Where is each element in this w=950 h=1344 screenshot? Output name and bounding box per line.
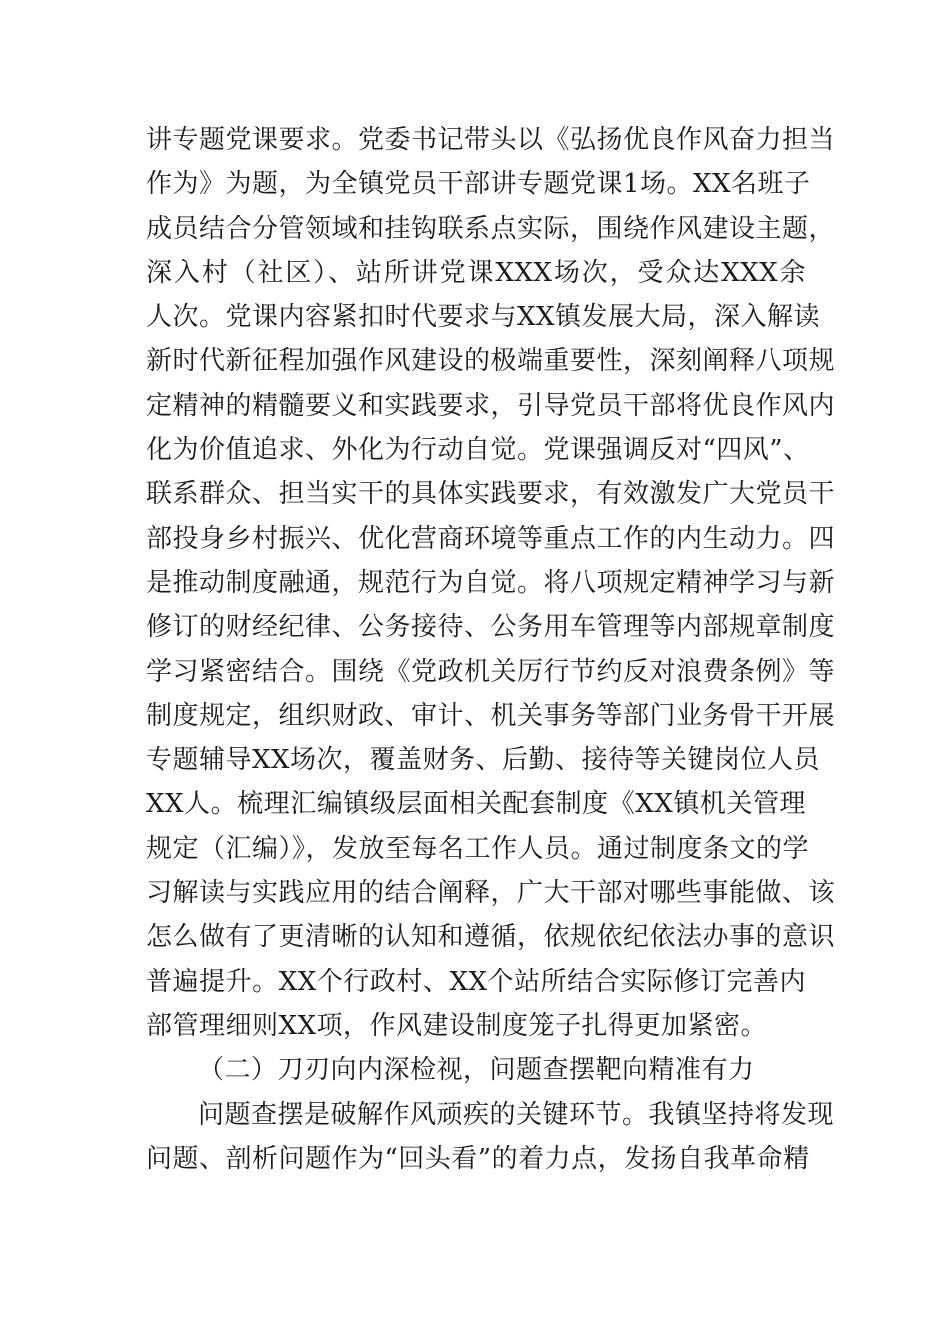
paragraph1-line-21: 部管理细则XX项，作风建设制度笼子扎得更加紧密。: [146, 1010, 768, 1041]
paragraph1-line-15: 专题辅导XX场次，覆盖财务、后勤、接待等关键岗位人员: [146, 745, 821, 776]
paragraph1-line-16: XX人。梳理汇编镇级层面相关配套制度《XX镇机关管理: [146, 789, 806, 820]
paragraph1-line-12: 修订的财经纪律、公务接待、公务用车管理等内部规章制度: [146, 612, 836, 643]
paragraph1-line-13: 学习紧密结合。围绕《党政机关厉行节约反对浪费条例》等: [146, 656, 836, 687]
paragraph1-line-11: 是推动制度融通，规范行为自觉。将八项规定精神学习与新: [146, 567, 836, 598]
paragraph1-line-14: 制度规定，组织财政、审计、机关事务等部门业务骨干开展: [146, 700, 836, 731]
paragraph1-line-6: 新时代新征程加强作风建设的极端重要性，深刻阐释八项规: [146, 346, 836, 377]
paragraph1-line-4: 深入村（社区）、站所讲党课XXX场次，受众达XXX余: [146, 257, 806, 288]
document-body: [146, 118, 836, 1181]
paragraph1-line-10: 部投身乡村振兴、优化营商环境等重点工作的内生动力。四: [146, 523, 836, 554]
paragraph2-line-1: 问题查摆是破解作风顽疾的关键环节。我镇坚持将发现: [198, 1099, 835, 1130]
paragraph1-line-20: 普遍提升。XX个行政村、XX个站所结合实际修订完善内: [146, 966, 806, 997]
paragraph1-line-18: 习解读与实践应用的结合阐释，广大干部对哪些事能做、该: [146, 878, 836, 909]
paragraph1-line-1: 讲专题党课要求。党委书记带头以《弘扬优良作风奋力担当: [146, 125, 836, 155]
paragraph1-line-9: 联系群众、担当实干的具体实践要求，有效激发广大党员干: [146, 479, 836, 510]
paragraph1-line-8: 化为价值追求、外化为行动自觉。党课强调反对“四风”、: [146, 435, 810, 466]
paragraph1-line-7: 定精神的精髓要义和实践要求，引导党员干部将优良作风内: [146, 390, 836, 421]
section-heading: （二）刀刃向内深检视，问题查摆靶向精准有力: [198, 1055, 755, 1086]
paragraph1-line-19: 怎么做有了更清晰的认知和遵循，依规依纪依法办事的意识: [146, 922, 836, 953]
paragraph1-line-2: 作为》为题，为全镇党员干部讲专题党课1场。XX名班子: [146, 169, 811, 200]
paragraph1-line-3: 成员结合分管领域和挂钩联系点实际，围绕作风建设主题，: [146, 213, 836, 244]
paragraph1-line-5: 人次。党课内容紧扣时代要求与XX镇发展大局，深入解读: [146, 302, 821, 333]
paragraph2-line-2: 问题、剖析问题作为“回头看”的着力点，发扬自我革命精: [146, 1143, 810, 1174]
paragraph1-line-17: 规定（汇编）》，发放至每名工作人员。通过制度条文的学: [146, 833, 810, 864]
